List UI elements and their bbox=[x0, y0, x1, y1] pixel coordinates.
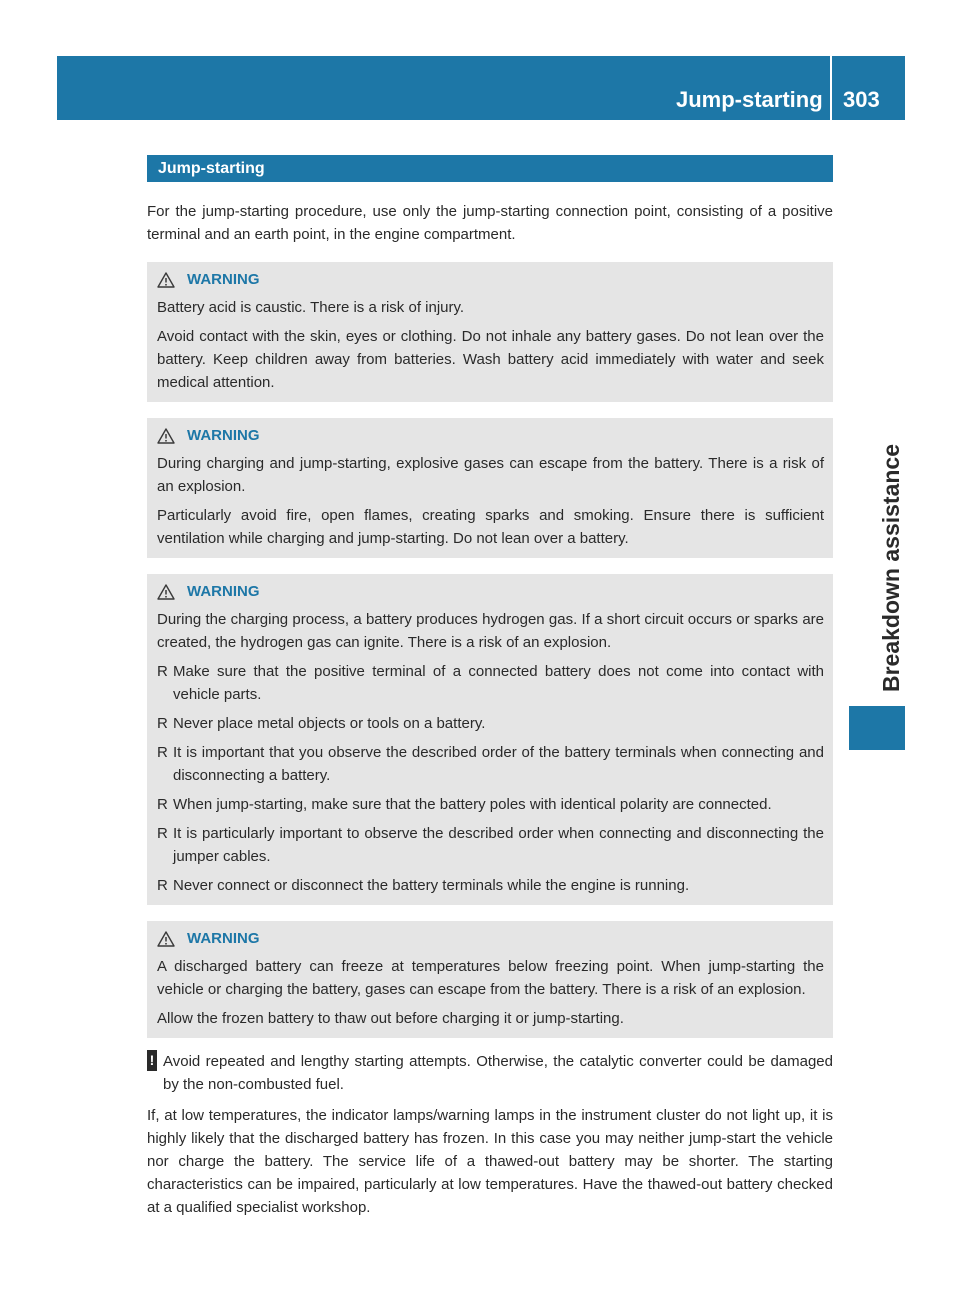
side-tab-marker bbox=[849, 706, 905, 750]
bullet-symbol: R bbox=[157, 796, 168, 813]
warning-triangle-icon bbox=[157, 428, 175, 444]
bullet-text: It is particularly important to observe the described order when connecting and disconnecting the jumper cables. bbox=[173, 825, 824, 865]
warning-text: Particularly avoid fire, open flames, creating sparks and smoking. Ensure there is sufficient ventilation while charging and jump-starting. Do not lean over a battery. bbox=[157, 507, 824, 547]
warning-text: During the charging process, a battery produces hydrogen gas. If a short circuit occurs or sparks are created, the hydrogen gas can ignite. There is a risk of an explosion. bbox=[157, 611, 824, 651]
exclamation-icon: ! bbox=[147, 1050, 157, 1071]
warning-label: WARNING bbox=[187, 427, 260, 444]
page-content bbox=[147, 155, 833, 1219]
warning-triangle-icon bbox=[157, 931, 175, 947]
bullet-text: Never connect or disconnect the battery terminals while the engine is running. bbox=[173, 877, 690, 894]
body-paragraph: If, at low temperatures, the indicator lamps/warning lamps in the instrument cluster do not light up, it is highly likely that the discharged battery has frozen. In this case you may neither jump-start the vehicle nor charge the battery. The service life of a thawed-out battery may be shorter. The starting characteristics can be impaired, particularly at low temperatures. Have the thawed-out battery checked at a qualified specialist workshop. bbox=[147, 1107, 833, 1216]
bullet-item bbox=[157, 741, 824, 787]
warning-box bbox=[147, 262, 833, 402]
warning-box bbox=[147, 418, 833, 558]
warning-heading bbox=[157, 581, 824, 603]
bullet-item bbox=[157, 793, 824, 816]
bullet-symbol: R bbox=[157, 715, 168, 732]
side-tab-label: Breakdown assistance bbox=[878, 443, 904, 692]
bullet-symbol: R bbox=[157, 744, 168, 761]
bullet-item bbox=[157, 660, 824, 706]
bullet-item bbox=[157, 874, 824, 897]
warning-label: WARNING bbox=[187, 271, 260, 288]
warning-heading bbox=[157, 269, 824, 291]
warning-heading bbox=[157, 928, 824, 950]
note-block bbox=[147, 1050, 833, 1096]
warning-box bbox=[147, 574, 833, 905]
section-title: Jump-starting bbox=[147, 155, 833, 182]
warning-label: WARNING bbox=[187, 583, 260, 600]
bullet-item bbox=[157, 822, 824, 868]
warning-text: Avoid contact with the skin, eyes or clothing. Do not inhale any battery gases. Do not lean over the battery. Keep children away from batteries. Wash battery acid immediately with water and seek medical attention. bbox=[157, 328, 824, 391]
warning-box bbox=[147, 921, 833, 1038]
note-text: Avoid repeated and lengthy starting attempts. Otherwise, the catalytic converter could be damaged by the non-combusted fuel. bbox=[163, 1053, 833, 1093]
bullet-item bbox=[157, 712, 824, 735]
warning-text: A discharged battery can freeze at temperatures below freezing point. When jump-starting the vehicle or charging the battery, gases can escape from the battery. There is a risk of an explosion. bbox=[157, 958, 824, 998]
bullet-symbol: R bbox=[157, 825, 168, 842]
bullet-symbol: R bbox=[157, 877, 168, 894]
bullet-text: Make sure that the positive terminal of a connected battery does not come into contact with vehicle parts. bbox=[173, 663, 824, 703]
header-title: Jump-starting bbox=[676, 87, 823, 112]
bullet-text: Never place metal objects or tools on a battery. bbox=[173, 715, 486, 732]
warning-label: WARNING bbox=[187, 930, 260, 947]
section-intro: For the jump-starting procedure, use only the jump-starting connection point, consisting of a positive terminal and an earth point, in the engine compartment. bbox=[147, 203, 833, 243]
warning-text: Battery acid is caustic. There is a risk of injury. bbox=[157, 299, 465, 316]
bullet-text: It is important that you observe the described order of the battery terminals when connecting and disconnecting a battery. bbox=[173, 744, 824, 784]
bullet-symbol: R bbox=[157, 663, 168, 680]
page-number: 303 bbox=[843, 87, 880, 112]
warning-text: During charging and jump-starting, explosive gases can escape from the battery. There is a risk of an explosion. bbox=[157, 455, 824, 495]
warning-triangle-icon bbox=[157, 272, 175, 288]
warning-text: Allow the frozen battery to thaw out before charging it or jump-starting. bbox=[157, 1010, 624, 1027]
header-divider bbox=[830, 56, 832, 120]
warning-triangle-icon bbox=[157, 584, 175, 600]
warning-heading bbox=[157, 425, 824, 447]
bullet-text: When jump-starting, make sure that the battery poles with identical polarity are connected. bbox=[173, 796, 772, 813]
